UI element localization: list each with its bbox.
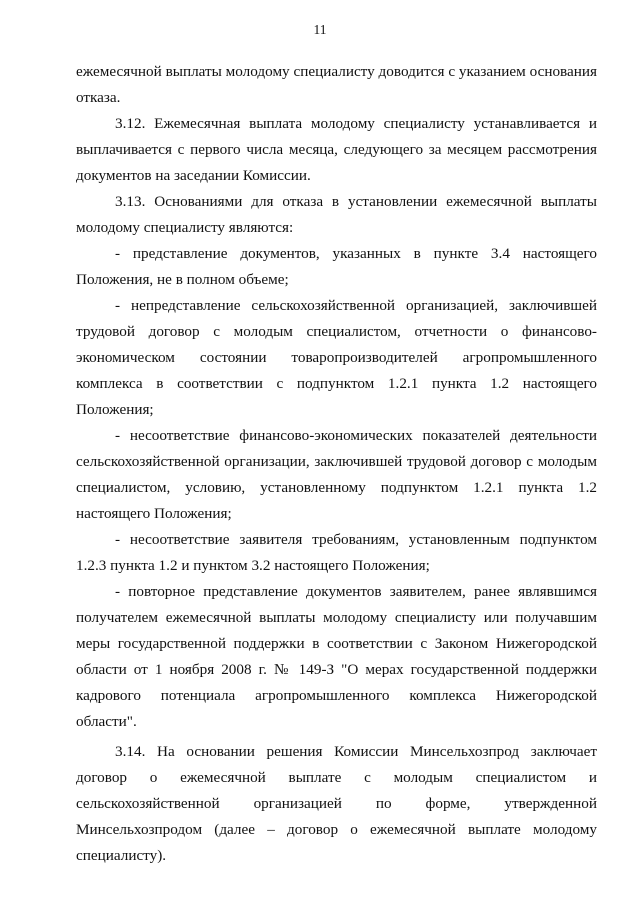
paragraph-3-12-start: 3.12. Ежемесячная выплата молодому специалисту устанавливается и [115, 115, 597, 132]
list-item: - несоответствие финансово-экономических показателей деятельности [115, 427, 597, 444]
text-line: договор о ежемесячной выплате с молодым специалистом и [76, 769, 597, 786]
text-line: ежемесячной выплаты молодому специалисту доводится с указанием основания [76, 63, 597, 80]
text-line: кадрового потенциала агропромышленного комплекса Нижегородской [76, 687, 597, 704]
list-item: - повторное представление документов заявителем, ранее являвшимся [115, 583, 597, 600]
page-number: 11 [313, 22, 327, 37]
text-line: отказа. [76, 89, 121, 106]
text-line: специалисту). [76, 847, 167, 864]
text-line: экономическом состоянии товаропроизводителей агропромышленного [76, 349, 597, 366]
list-item: - непредставление сельскохозяйственной организацией, заключившей [115, 297, 597, 314]
text-line: специалистом, условию, установленному подпунктом 1.2.1 пункта 1.2 [76, 479, 597, 496]
list-item: - представление документов, указанных в пункте 3.4 настоящего [115, 245, 597, 262]
text-line: документов на заседании Комиссии. [76, 167, 311, 184]
text-line: Положения; [76, 401, 154, 418]
text-line: выплачивается с первого числа месяца, следующего за месяцем рассмотрения [76, 141, 597, 158]
text-line: области". [76, 713, 137, 730]
paragraph-3-14-start: 3.14. На основании решения Комиссии Минсельхозпрод заключает [115, 743, 597, 760]
text-line: сельскохозяйственной организацией по форме, утвержденной [76, 795, 597, 812]
text-line: молодому специалисту являются: [76, 219, 294, 236]
text-line: Минсельхозпродом (далее – договор о ежемесячной выплате молодому [76, 821, 597, 838]
text-line: Положения, не в полном объеме; [76, 271, 289, 288]
text-line: настоящего Положения; [76, 505, 232, 522]
paragraph-3-13-start: 3.13. Основаниями для отказа в установлении ежемесячной выплаты [115, 193, 597, 210]
text-line: трудовой договор с молодым специалистом, отчетности о финансово- [76, 323, 597, 340]
text-line: меры государственной поддержки в соответствии с Законом Нижегородской [76, 635, 597, 652]
text-line: 1.2.3 пункта 1.2 и пунктом 3.2 настоящего Положения; [76, 557, 430, 574]
text-line: получателем ежемесячной выплаты молодому специалисту или получавшим [76, 609, 597, 626]
text-line: сельскохозяйственной организации, заключившей трудовой договор с молодым [76, 453, 597, 470]
text-line: комплекса в соответствии с подпунктом 1.2.1 пункта 1.2 настоящего [76, 375, 597, 392]
list-item: - несоответствие заявителя требованиям, установленным подпунктом [115, 531, 597, 548]
text-line: области от 1 ноября 2008 г. № 149-З "О мерах государственной поддержки [76, 661, 597, 678]
